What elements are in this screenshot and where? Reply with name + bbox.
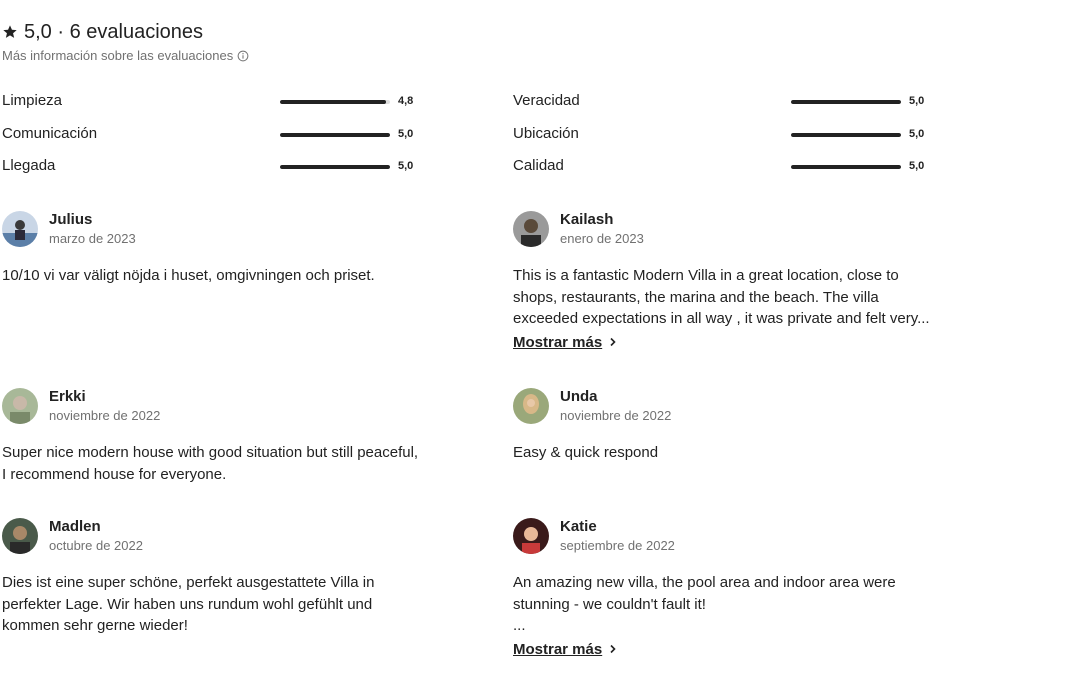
rating-label: Veracidad — [513, 92, 580, 109]
rating-bar-fill — [791, 100, 901, 104]
rating-summary — [2, 18, 249, 46]
rating-bar-fill — [280, 165, 390, 169]
rating-bar-fill — [280, 100, 386, 104]
review-header — [513, 517, 933, 555]
review-card — [513, 387, 933, 464]
rating-value: 5,0 — [909, 95, 925, 107]
info-icon — [237, 50, 249, 62]
rating-bar-fill — [791, 133, 901, 137]
avatar[interactable] — [2, 211, 38, 247]
reviews-header — [2, 18, 249, 63]
reviewer-name: Kailash — [560, 211, 614, 228]
ratings-column-right — [513, 89, 933, 187]
review-date: octubre de 2022 — [49, 538, 143, 553]
review-card — [513, 210, 933, 352]
rating-bar — [280, 133, 390, 137]
show-more-link[interactable] — [513, 334, 618, 351]
review-header — [2, 387, 422, 425]
avatar[interactable] — [2, 518, 38, 554]
rating-value: 5,0 — [398, 127, 414, 140]
rating-summary-title: 5,0 · 6 evaluaciones — [24, 21, 204, 43]
show-more-label: Mostrar más — [513, 640, 603, 658]
review-date: septiembre de 2022 — [560, 538, 675, 553]
review-text: An amazing new villa, the pool area and indoor area were stunning - we couldn't fault it! ... — [513, 574, 896, 634]
rating-value: 4,8 — [398, 95, 414, 107]
more-info-text: Más información sobre las evaluaciones — [2, 48, 234, 63]
review-card — [2, 517, 422, 637]
avatar[interactable] — [513, 388, 549, 424]
rating-label: Comunicación — [2, 124, 98, 142]
rating-row-llegada — [2, 154, 422, 187]
avatar[interactable] — [513, 518, 549, 554]
review-text: Dies ist eine super schöne, perfekt ausgestattete Villa in perfekter Lage. Wir haben uns rundum wohl gefühlt und kommen sehr gerne wieder! — [2, 574, 375, 634]
reviewer-name: Julius — [49, 211, 93, 228]
review-card — [2, 387, 422, 485]
chevron-right-icon — [608, 337, 618, 347]
rating-bar — [791, 100, 901, 104]
review-header — [2, 517, 422, 555]
rating-bar-fill — [280, 133, 390, 137]
avatar[interactable] — [2, 388, 38, 424]
review-text: Super nice modern house with good situation but still peaceful, I recommend house for everyone. — [2, 444, 419, 483]
reviewer-name: Katie — [560, 518, 597, 535]
rating-bar — [791, 165, 901, 169]
rating-row-veracidad — [513, 89, 933, 122]
review-header — [513, 387, 933, 425]
review-text: Easy & quick respond — [513, 444, 659, 461]
rating-label: Llegada — [2, 157, 56, 174]
review-header — [2, 210, 422, 248]
review-date: noviembre de 2022 — [560, 408, 672, 423]
rating-bar-fill — [791, 165, 901, 169]
rating-label: Calidad — [513, 157, 564, 174]
review-text: This is a fantastic Modern Villa in a great location, close to shops, restaurants, the marina and the beach. The villa exceeded expectations in all way , it was private and felt very... — [513, 267, 930, 327]
reviewer-name: Madlen — [49, 518, 101, 535]
rating-row-comunicacion — [2, 122, 422, 155]
rating-value: 5,0 — [909, 160, 925, 172]
rating-bar — [280, 100, 390, 104]
show-more-link[interactable] — [513, 641, 618, 658]
chevron-right-icon — [608, 644, 618, 654]
ratings-column-left — [2, 89, 422, 187]
avatar[interactable] — [513, 211, 549, 247]
reviewer-name: Erkki — [49, 388, 86, 405]
review-header — [513, 210, 933, 248]
reviewer-name: Unda — [560, 388, 598, 405]
rating-row-calidad — [513, 154, 933, 187]
more-info-link[interactable] — [2, 48, 249, 63]
rating-label: Limpieza — [2, 92, 63, 109]
review-date: enero de 2023 — [560, 231, 644, 246]
rating-row-limpieza — [2, 89, 422, 122]
rating-value: 5,0 — [909, 127, 925, 140]
star-icon — [2, 24, 18, 40]
review-date: marzo de 2023 — [49, 231, 136, 246]
rating-row-ubicacion — [513, 122, 933, 155]
review-date: noviembre de 2022 — [49, 408, 161, 423]
rating-bar — [791, 133, 901, 137]
rating-value: 5,0 — [398, 160, 414, 172]
review-text: 10/10 vi var väligt nöjda i huset, omgivningen och priset. — [2, 267, 375, 284]
rating-bar — [280, 165, 390, 169]
rating-label: Ubicación — [513, 124, 579, 142]
show-more-label: Mostrar más — [513, 333, 603, 351]
review-card — [513, 517, 933, 659]
review-card — [2, 210, 422, 287]
